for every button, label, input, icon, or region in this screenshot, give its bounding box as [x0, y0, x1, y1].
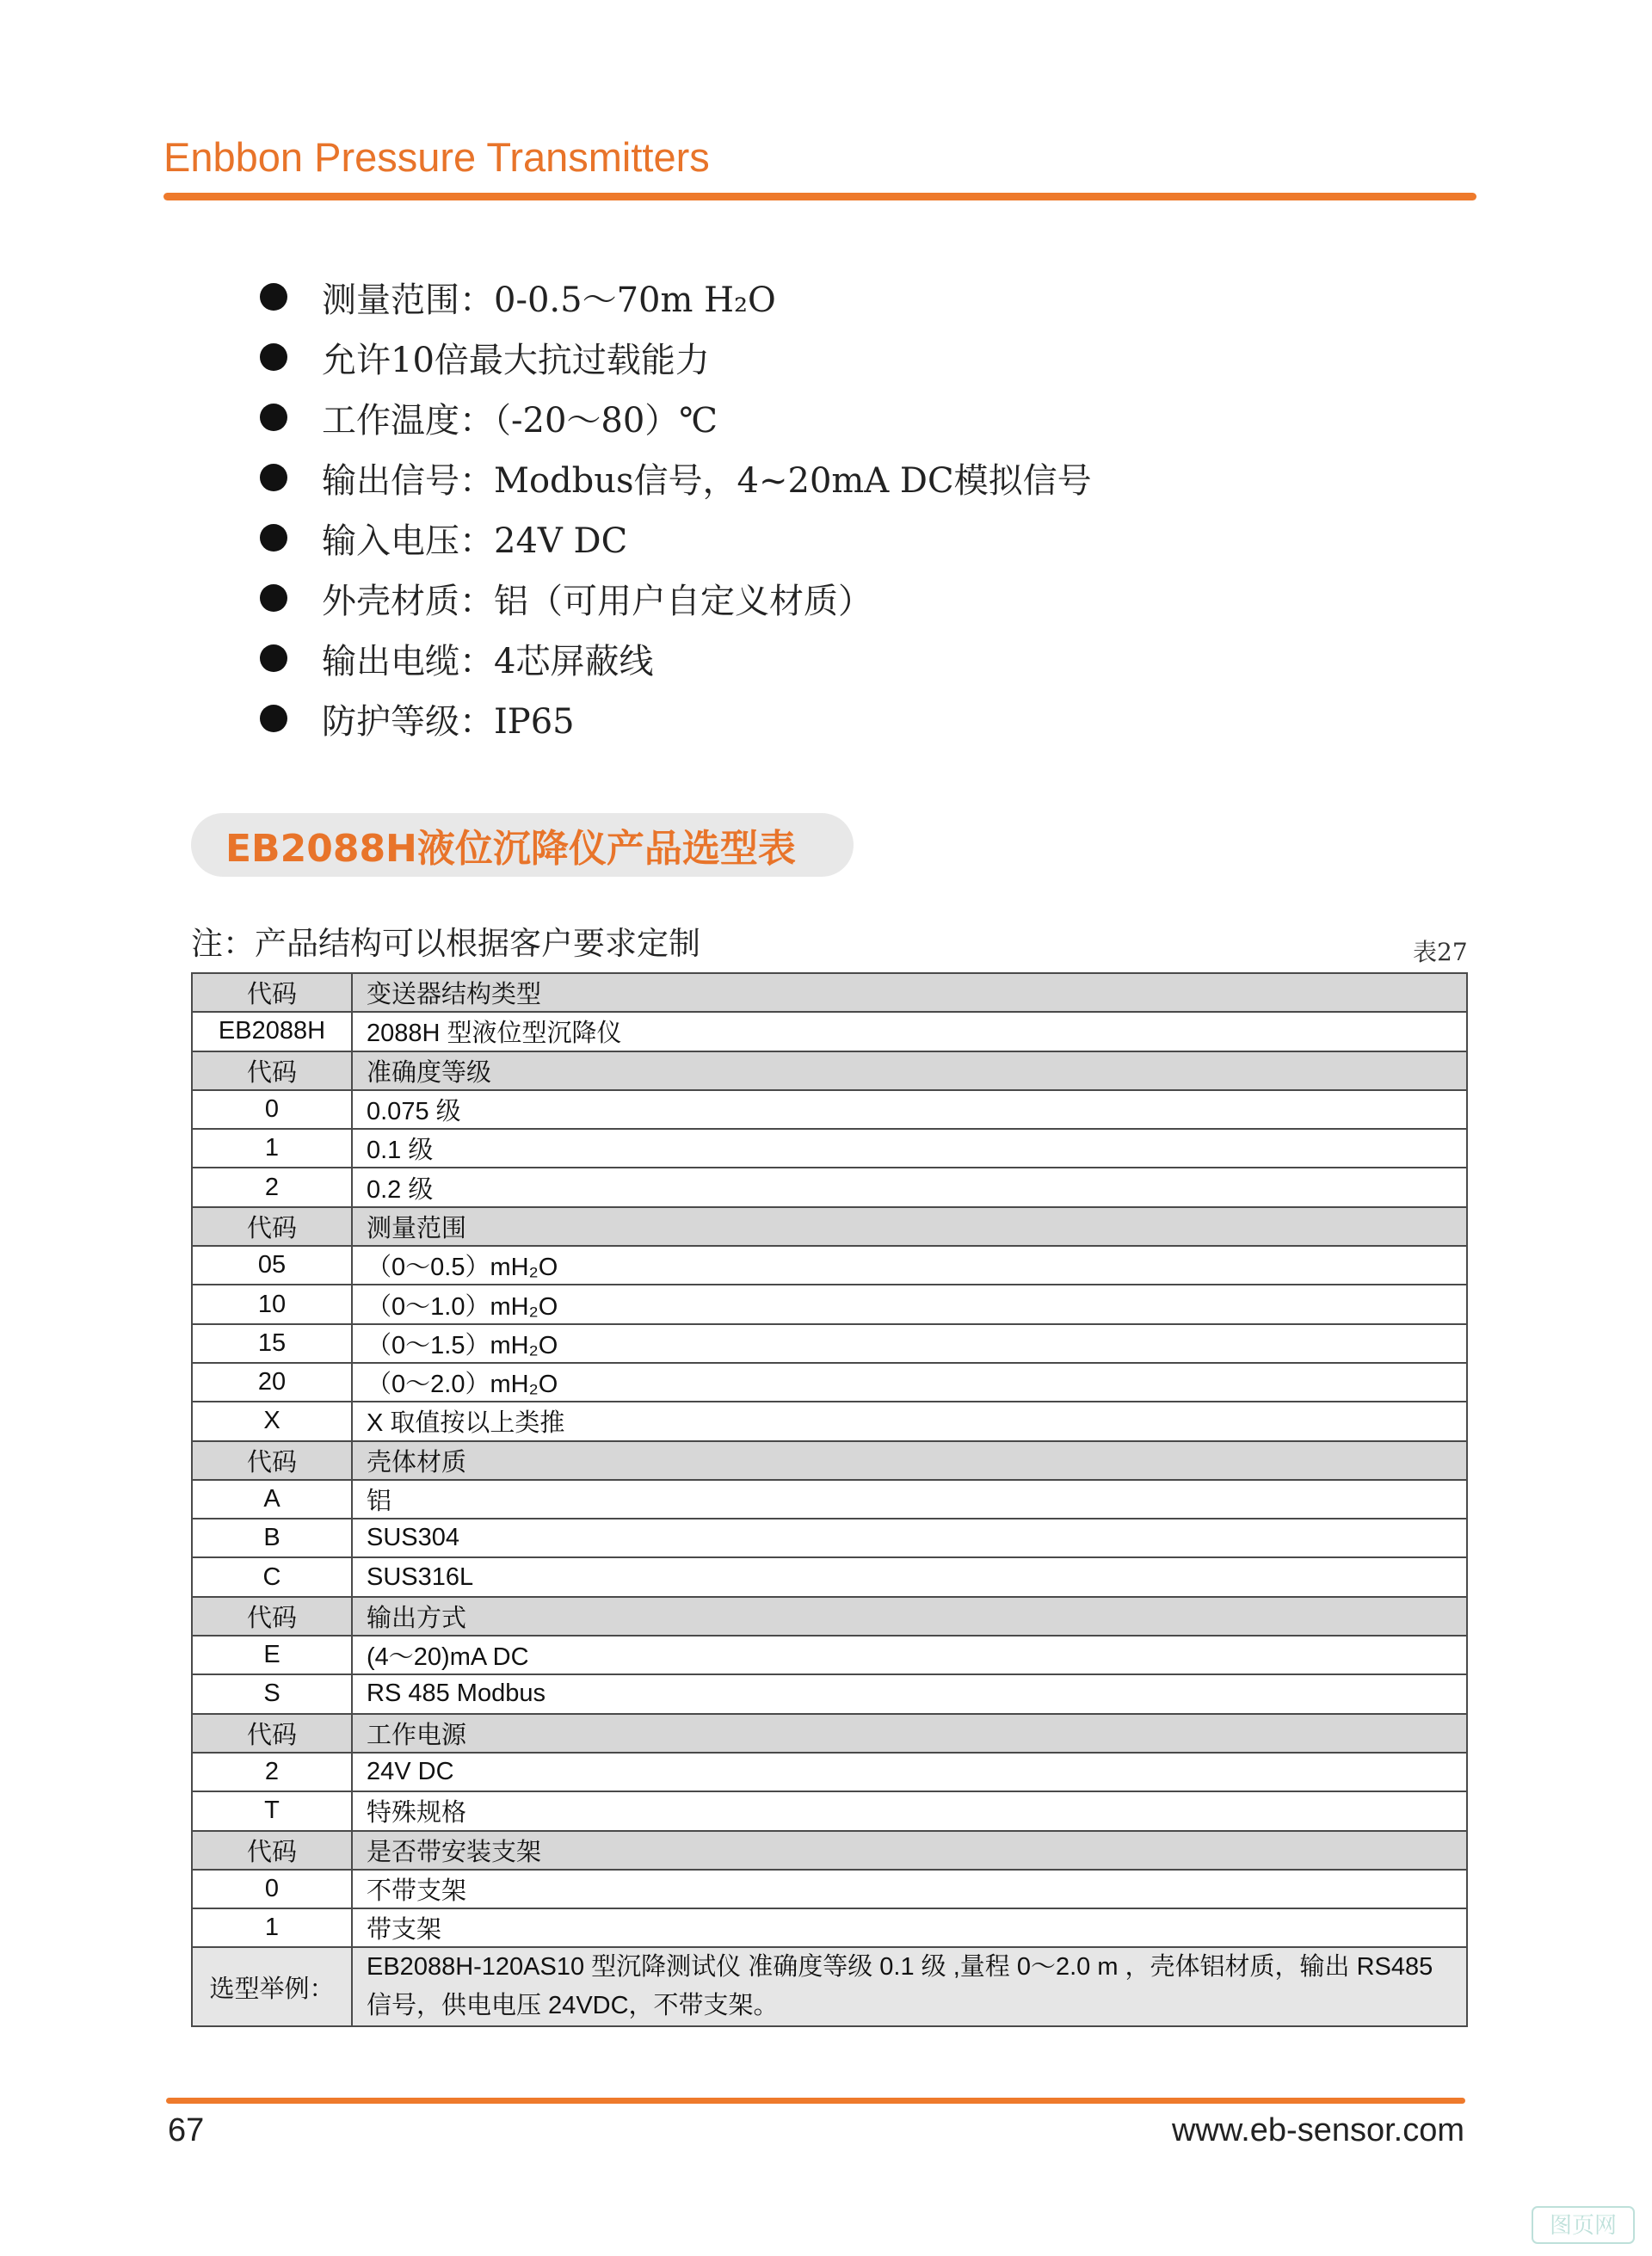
bullet-icon	[260, 524, 287, 552]
description-cell: 壳体材质	[352, 1441, 1467, 1480]
description-cell: （0～2.0）mH₂O	[352, 1363, 1467, 1402]
description-cell: X 取值按以上类推	[352, 1402, 1467, 1440]
feature-text: 输入电压：24V DC	[322, 521, 628, 561]
bullet-icon	[260, 283, 287, 311]
table-row	[192, 1012, 1467, 1051]
feature-item	[260, 387, 1092, 447]
page-number: 67	[168, 2112, 205, 2148]
feature-text: 允许10倍最大抗过载能力	[322, 340, 710, 380]
category-row	[192, 1831, 1467, 1870]
bullet-icon	[260, 584, 287, 612]
table-row	[192, 1285, 1467, 1323]
description-cell: 带支架	[352, 1908, 1467, 1947]
table-row	[192, 1402, 1467, 1440]
feature-text: 输出电缆：4芯屏蔽线	[322, 641, 654, 681]
description-cell: 是否带安装支架	[352, 1831, 1467, 1870]
code-cell: EB2088H	[192, 1012, 352, 1051]
table-row	[192, 1168, 1467, 1206]
section-banner	[191, 813, 854, 877]
table-row	[192, 1636, 1467, 1674]
code-cell: 2	[192, 1753, 352, 1791]
feature-text: 防护等级：IP65	[322, 701, 575, 742]
code-cell: A	[192, 1480, 352, 1519]
table-row	[192, 1908, 1467, 1947]
description-cell: 铝	[352, 1480, 1467, 1519]
table-number: 表27	[1413, 938, 1468, 966]
table-row	[192, 1090, 1467, 1129]
description-cell: EB2088H-120AS10 型沉降测试仪 准确度等级 0.1 级 ,量程 0～2.0 m ，壳体铝材质，输出 RS485 信号，供电电压 24VDC，不带支架。	[352, 1947, 1467, 2026]
code-cell: 代码	[192, 1831, 352, 1870]
bullet-icon	[260, 705, 287, 732]
feature-item	[260, 447, 1092, 508]
category-row	[192, 1207, 1467, 1246]
description-cell: SUS304	[352, 1519, 1467, 1557]
description-cell: 不带支架	[352, 1870, 1467, 1908]
code-cell: 1	[192, 1129, 352, 1168]
table-note: 注：产品结构可以根据客户要求定制	[191, 925, 700, 962]
feature-item	[260, 628, 1092, 688]
category-row	[192, 1597, 1467, 1636]
description-cell: 工作电源	[352, 1714, 1467, 1753]
feature-list	[260, 267, 1092, 749]
description-cell: 0.1 级	[352, 1129, 1467, 1168]
category-row	[192, 1441, 1467, 1480]
table-row	[192, 1753, 1467, 1791]
table-row	[192, 1791, 1467, 1830]
code-cell: 20	[192, 1363, 352, 1402]
description-cell: 测量范围	[352, 1207, 1467, 1246]
feature-item	[260, 688, 1092, 749]
code-cell: 1	[192, 1908, 352, 1947]
code-cell: X	[192, 1402, 352, 1440]
description-cell: 特殊规格	[352, 1791, 1467, 1830]
example-row	[192, 1947, 1467, 2026]
bullet-icon	[260, 343, 287, 371]
code-cell: 代码	[192, 1441, 352, 1480]
table-row	[192, 1480, 1467, 1519]
section-title: EB2088H液位沉降仪产品选型表	[225, 827, 796, 871]
code-cell: T	[192, 1791, 352, 1830]
feature-text: 测量范围：0-0.5～70m H₂O	[322, 280, 776, 320]
code-cell: 代码	[192, 1207, 352, 1246]
code-cell: 代码	[192, 1597, 352, 1636]
description-cell: （0～1.5）mH₂O	[352, 1324, 1467, 1363]
feature-item	[260, 568, 1092, 628]
header-divider	[163, 193, 1476, 200]
feature-text: 工作温度：（-20～80）℃	[322, 400, 718, 441]
footer-divider	[166, 2098, 1465, 2104]
description-cell: （0～0.5）mH₂O	[352, 1246, 1467, 1285]
description-cell: 0.075 级	[352, 1090, 1467, 1129]
svg-text:图页网: 图页网	[1549, 2213, 1618, 2239]
header-title: Enbbon Pressure Transmitters	[163, 134, 710, 180]
code-cell: C	[192, 1557, 352, 1596]
code-cell: 0	[192, 1090, 352, 1129]
code-cell: E	[192, 1636, 352, 1674]
table-row	[192, 1674, 1467, 1713]
table-row	[192, 1324, 1467, 1363]
feature-item	[260, 267, 1092, 327]
table-row	[192, 1363, 1467, 1402]
table-row	[192, 1519, 1467, 1557]
description-cell: 准确度等级	[352, 1051, 1467, 1090]
code-cell: 0	[192, 1870, 352, 1908]
category-row	[192, 1714, 1467, 1753]
code-cell: 10	[192, 1285, 352, 1323]
description-cell: 变送器结构类型	[352, 973, 1467, 1012]
watermark-logo	[1532, 2206, 1635, 2244]
website-link[interactable]: www.eb-sensor.com	[1171, 2112, 1464, 2148]
code-cell: 选型举例：	[192, 1947, 352, 2026]
feature-text: 输出信号：Modbus信号，4~20mA DC模拟信号	[322, 460, 1092, 501]
description-cell: (4～20)mA DC	[352, 1636, 1467, 1674]
table-row	[192, 1870, 1467, 1908]
description-cell: 24V DC	[352, 1753, 1467, 1791]
description-cell: 2088H 型液位型沉降仪	[352, 1012, 1467, 1051]
code-cell: S	[192, 1674, 352, 1713]
code-cell: 代码	[192, 1714, 352, 1753]
code-cell: 代码	[192, 973, 352, 1012]
feature-item	[260, 327, 1092, 387]
description-cell: （0～1.0）mH₂O	[352, 1285, 1467, 1323]
bullet-icon	[260, 644, 287, 672]
table-row	[192, 1129, 1467, 1168]
category-row	[192, 973, 1467, 1012]
description-cell: SUS316L	[352, 1557, 1467, 1596]
bullet-icon	[260, 404, 287, 431]
selection-table	[191, 972, 1468, 2027]
feature-text: 外壳材质：铝（可用户自定义材质）	[322, 581, 872, 621]
code-cell: 代码	[192, 1051, 352, 1090]
code-cell: 05	[192, 1246, 352, 1285]
code-cell: 15	[192, 1324, 352, 1363]
code-cell: B	[192, 1519, 352, 1557]
table-row	[192, 1557, 1467, 1596]
table-row	[192, 1246, 1467, 1285]
description-cell: 输出方式	[352, 1597, 1467, 1636]
bullet-icon	[260, 464, 287, 491]
category-row	[192, 1051, 1467, 1090]
feature-item	[260, 508, 1092, 568]
code-cell: 2	[192, 1168, 352, 1206]
description-cell: 0.2 级	[352, 1168, 1467, 1206]
description-cell: RS 485 Modbus	[352, 1674, 1467, 1713]
